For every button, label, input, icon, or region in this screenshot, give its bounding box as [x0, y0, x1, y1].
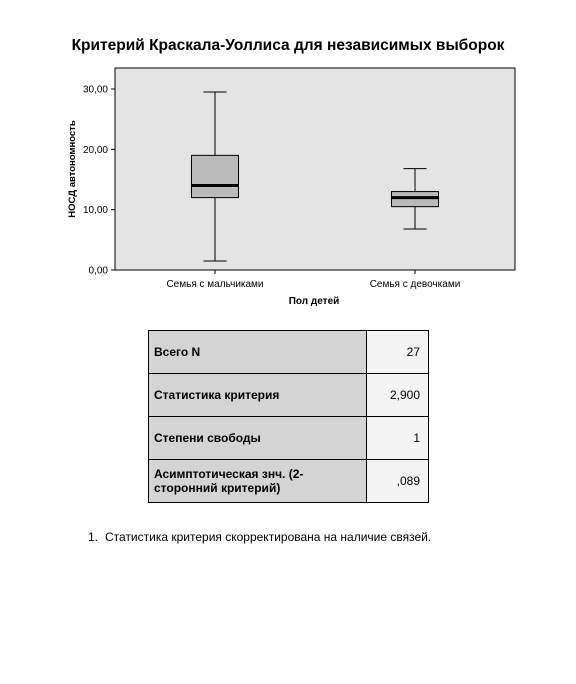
y-axis-label: НОСД автономность	[67, 120, 78, 218]
footnote-number: 1.	[88, 530, 99, 544]
test-statistics-table	[148, 330, 429, 503]
row-value-test-statistic: 2,900	[367, 374, 429, 417]
row-value-total-n: 27	[367, 331, 429, 374]
footnote-text: Статистика критерия скорректирована на наличие связей.	[105, 530, 432, 544]
row-label-asymptotic-significance: Асимптотическая знч. (2-сторонний критерий)	[149, 460, 367, 503]
footnote	[88, 530, 431, 544]
row-label-degrees-of-freedom: Степени свободы	[149, 417, 367, 460]
interquartile-box	[192, 155, 239, 197]
table-row	[149, 460, 429, 503]
row-value-degrees-of-freedom: 1	[367, 417, 429, 460]
row-label-test-statistic: Статистика критерия	[149, 374, 367, 417]
y-axis	[83, 85, 115, 277]
chart-title: Критерий Краскала-Уоллиса для независимых выборок	[71, 37, 505, 54]
interquartile-box	[392, 192, 439, 207]
table-row	[149, 374, 429, 417]
plot-area	[115, 68, 515, 270]
row-value-asymptotic-significance: ,089	[367, 460, 429, 503]
y-tick-label: 0,00	[88, 265, 108, 277]
row-label-total-n: Всего N	[149, 331, 367, 374]
x-axis-label: Пол детей	[288, 296, 340, 307]
y-tick-label: 20,00	[82, 144, 108, 156]
table-row	[149, 331, 429, 374]
x-tick-label: Семья с мальчиками	[166, 279, 264, 290]
x-tick-label: Семья с девочками	[369, 279, 461, 290]
boxplot-chart	[0, 0, 576, 320]
y-tick-label: 30,00	[82, 84, 108, 96]
x-axis	[166, 270, 460, 290]
y-tick-label: 10,00	[82, 205, 108, 217]
table-row	[149, 417, 429, 460]
